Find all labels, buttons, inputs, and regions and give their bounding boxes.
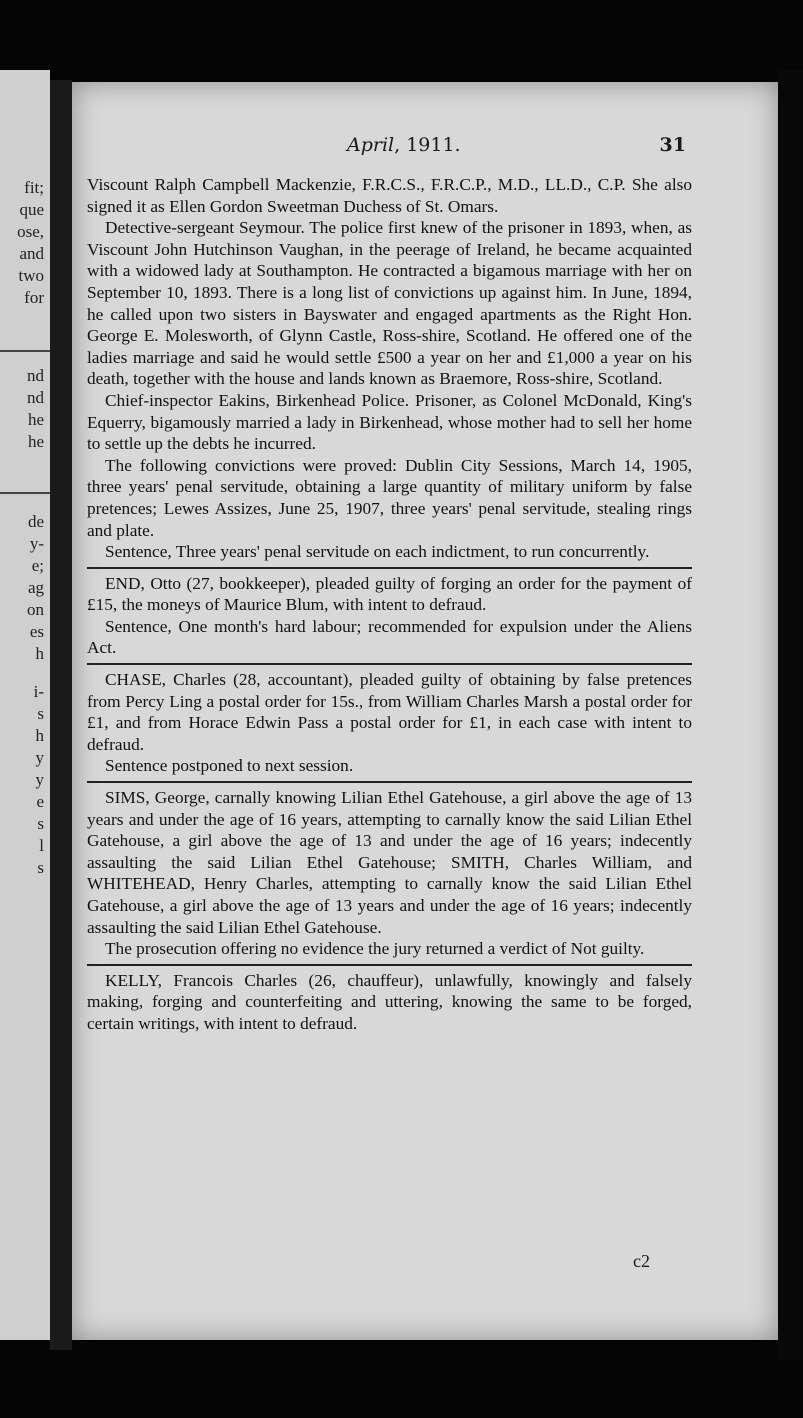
case-divider [87,781,692,783]
header-month: April [347,134,395,156]
case-entry [87,970,692,1035]
case-entry [87,573,692,659]
left-page-fragment: for [24,288,44,307]
left-page-fragment: he [27,410,44,429]
left-page-fragment: h [35,644,44,663]
right-background-edge [778,70,803,1360]
signature-mark: c2 [633,1251,650,1271]
left-page-fragment: and [19,244,44,263]
case-paragraph: Viscount Ralph Campbell Mackenzie, F.R.C.S., F.R.C.P., M.D., LL.D., C.P. She also signed it as Ellen Gordon Sweetman Duchess of St. Omars. [87,175,692,216]
left-page-fragment: s [37,858,44,877]
left-page-fragment: he [27,432,44,451]
left-page-fragment: ag [27,578,44,597]
case-paragraph: Sentence, Three years' penal servitude on each indictment, to run concurrently. [105,542,650,562]
page-body [87,174,692,1035]
left-page-fragment: y- [29,534,44,553]
case-divider [87,964,692,966]
left-page-fragment: two [18,266,44,285]
left-page-fragment: e [36,792,44,811]
left-page-fragment: e; [31,556,44,575]
left-page-fragment: nd [27,366,44,385]
left-page-fragment: l [39,836,44,855]
case-paragraph: END, Otto (27, bookkeeper), pleaded guilty of forging an order for the payment of £15, the moneys of Maurice Blum, with intent to defraud. [87,573,692,615]
case-paragraph: Sentence postponed to next session. [105,756,354,776]
book-page [72,82,778,1340]
case-divider [87,663,692,665]
left-page-fragment: fit; [24,178,44,197]
left-page-fragment: es [29,622,44,641]
book-spine [50,80,72,1350]
page-header-title [347,134,461,156]
left-page-fragment: ose, [17,222,44,241]
left-page-fragment: s [37,814,44,833]
left-page-rule [0,350,50,352]
case-entry [87,174,692,563]
case-paragraph: SIMS, George, carnally knowing Lilian Ethel Gatehouse, a girl above the age of 13 years and under the age of 16 years, attempting to carnally know the said Lilian Ethel Gatehouse, a girl above the age of 13 and under the age of 16 years; indecently assaulting the said Lilian Ethel Gatehouse; SMITH, Charles William, and WHITEHEAD, Henry Charles, attempting to carnally know the said Lilian Ethel Gatehouse, a girl above the age of 13 years and under the age of 16 years; indecently assaulting the said Lilian Ethel Gatehouse. [87,788,692,937]
left-page-fragment: on [27,600,44,619]
case-divider [87,567,692,569]
page-number: 31 [659,134,686,156]
case-paragraph: CHASE, Charles (28, accountant), pleaded guilty of obtaining by false pretences from Percy Ling a postal order for 15s., from William Charles Marsh a postal order for £1, and from Horace Edwin Pass a postal order for £1, in each case with intent to defraud. [87,670,692,754]
case-paragraph: KELLY, Francois Charles (26, chauffeur), unlawfully, knowingly and falsely making, forging and counterfeiting and uttering, knowing the same to be forged, certain writings, with intent to defraud. [87,970,692,1033]
running-header [72,134,778,164]
left-page-rule [0,492,50,494]
case-entry [87,669,692,777]
left-page-fragment: de [27,512,44,531]
case-paragraph: Sentence, One month's hard labour; recommended for expulsion under the Aliens Act. [87,616,692,658]
case-paragraph: Detective-sergeant Seymour. The police first knew of the prisoner in 1893, when, as Viscount John Hutchinson Vaughan, in the peerage of Ireland, he became acquainted with a widowed lady at Southampton. He contracted a bigamous marriage with her on September 10, 1893. There is a long list of convictions up against him. In June, 1894, he called upon two sisters in Bayswater and engaged apartments as the Right Hon. George E. Molesworth, of Glynn Castle, Ross-shire, Scotland. He offered one of the ladies marriage and said he would settle £500 a year on her and £1,000 a year on his death, together with the house and lands known as Braemore, Ross-shire, Scotland. [87,218,692,389]
case-entry [87,787,692,960]
header-year: , 1911. [394,134,461,156]
left-page-fragment: s [37,704,44,723]
case-paragraph: The prosecution offering no evidence the jury returned a verdict of Not guilty. [105,939,645,959]
left-page-fragment: nd [27,388,44,407]
left-page-fragment: i- [33,682,44,701]
case-paragraph: The following convictions were proved: Dublin City Sessions, March 14, 1905, three years' penal servitude, obtaining a large quantity of military uniform by false pretences; Lewes Assizes, June 25, 1907, three years' penal servitude, stealing rings and plate. [87,455,692,540]
left-page-fragment: que [19,200,44,219]
case-paragraph: Chief-inspector Eakins, Birkenhead Police. Prisoner, as Colonel McDonald, King's Equerry, bigamously married a lady in Birkenhead, whose mother had to sell her home to settle up the debts he incurred. [87,390,692,454]
left-page-edge [0,70,50,1340]
left-page-fragment: y [35,748,44,767]
left-page-fragment: h [35,726,44,745]
left-page-fragment: y [35,770,44,789]
